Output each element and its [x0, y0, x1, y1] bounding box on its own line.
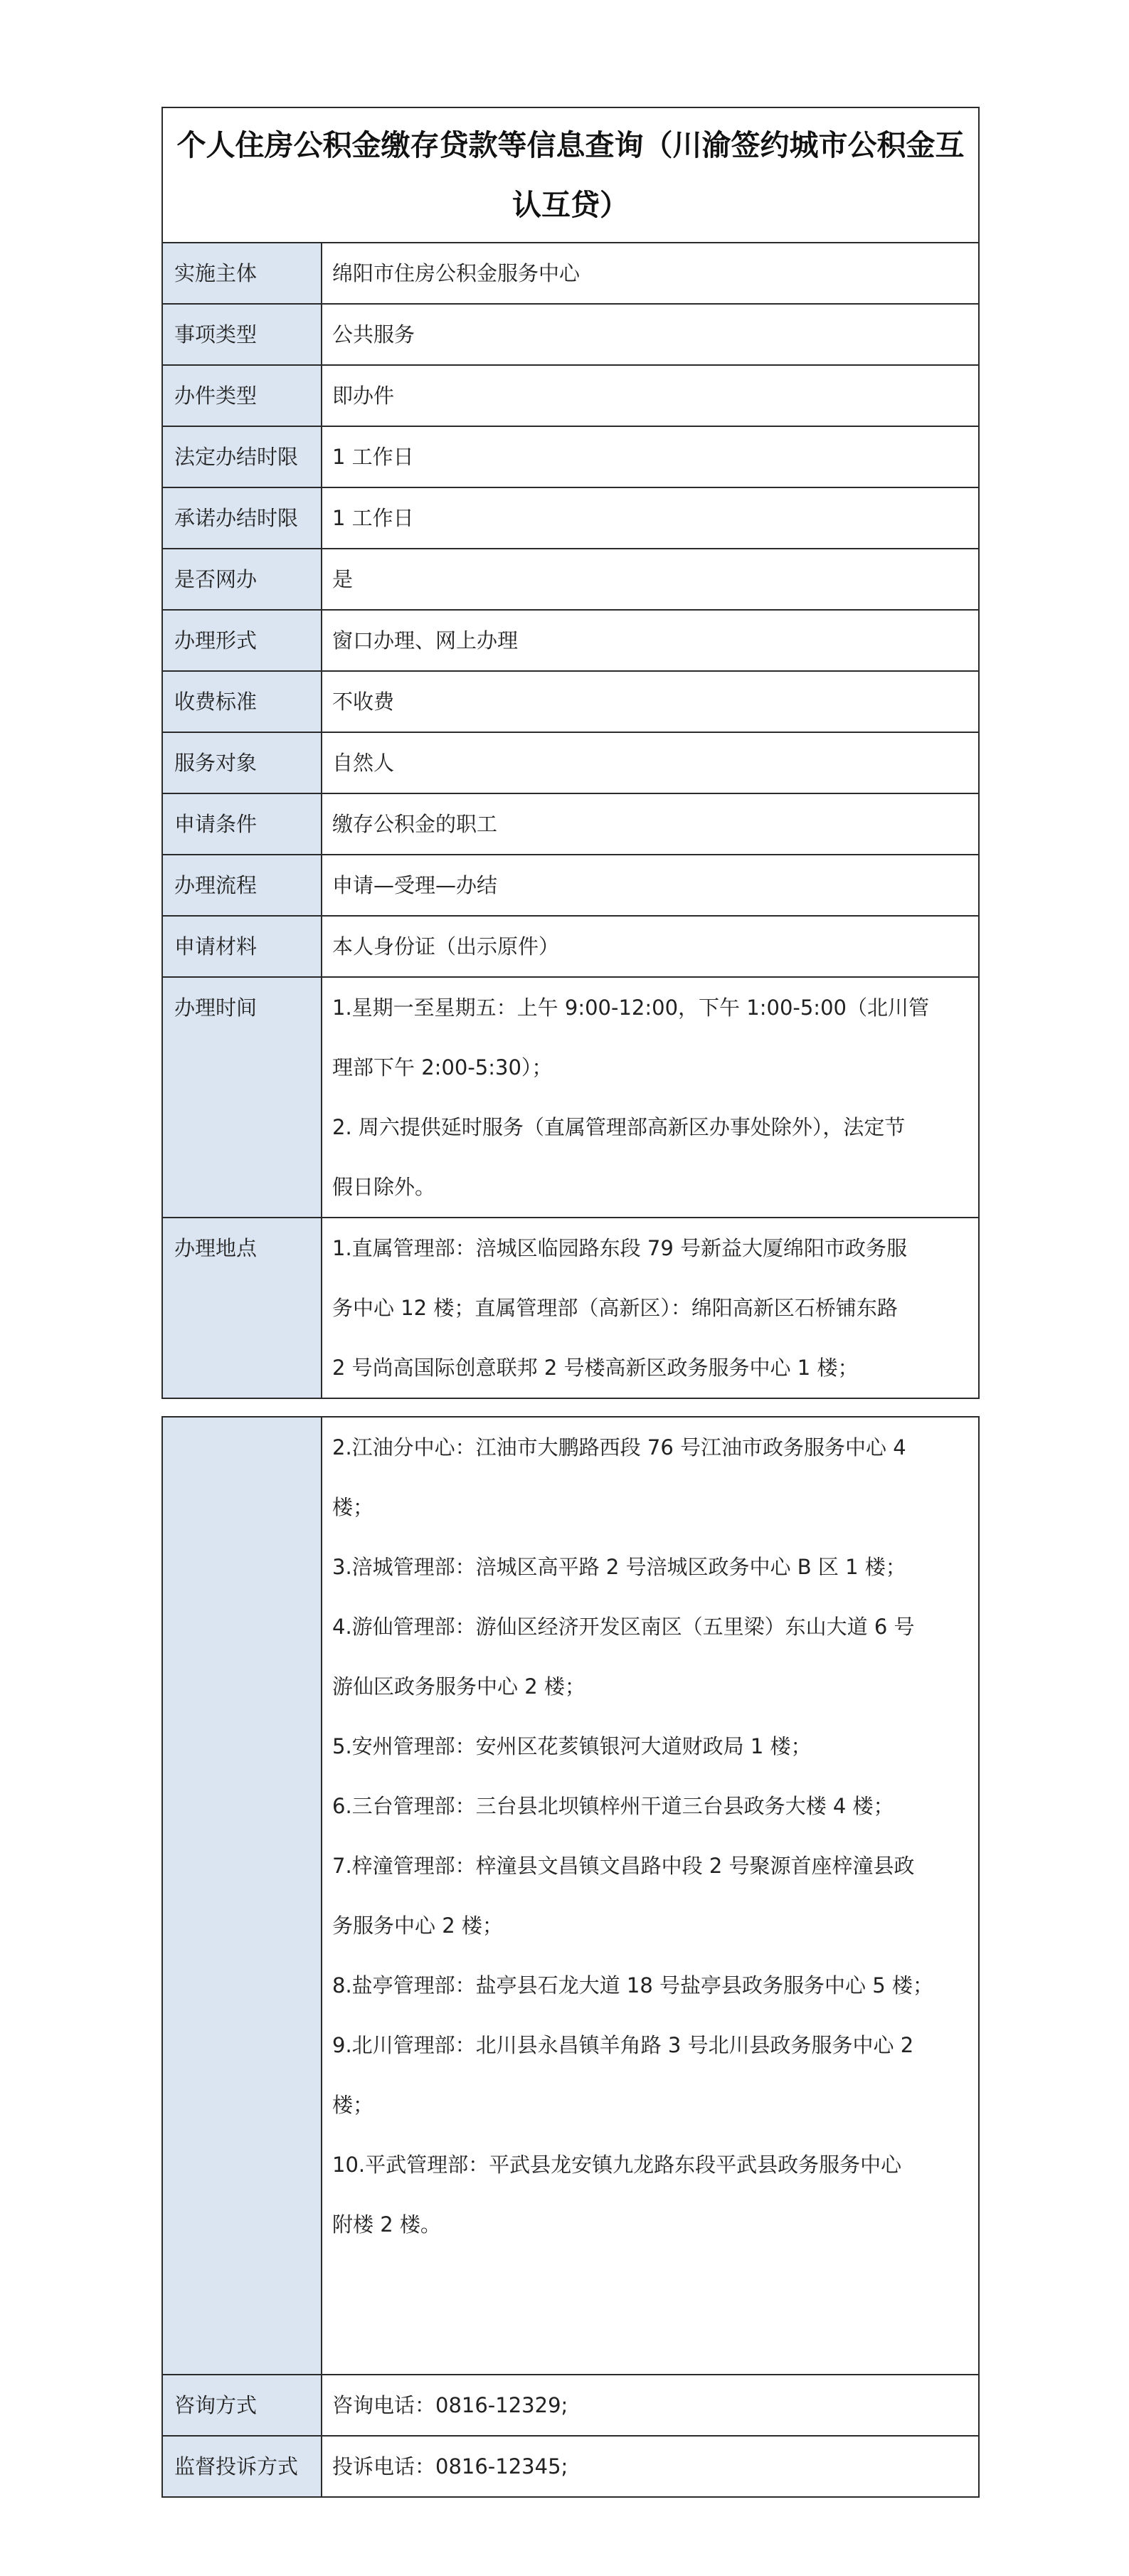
location-line: 6.三台管理部：三台县北坝镇梓州干道三台县政务大楼 4 楼； — [332, 1794, 894, 1818]
row-label: 办理流程 — [162, 855, 322, 916]
location-line: 8.盐亭管理部：盐亭县石龙大道 18 号盐亭县政务服务中心 5 楼； — [332, 1973, 933, 1997]
table-row — [162, 549, 979, 610]
location-line: 附楼 2 楼。 — [332, 2212, 441, 2237]
table-row — [162, 732, 979, 793]
row-value: 申请—受理—办结 — [322, 855, 979, 916]
row-value: 是 — [322, 549, 979, 610]
row-complaint — [162, 2436, 979, 2497]
location-line: 楼； — [332, 1495, 374, 1519]
hours-line: 2. 周六提供延时服务（直属管理部高新区办事处除外），法定节 — [332, 1115, 906, 1139]
hours-line: 1.星期一至星期五：上午 9:00-12:00，下午 1:00-5:00（北川管 — [332, 996, 929, 1020]
row-value — [322, 1417, 979, 2375]
row-label: 办理地点 — [162, 1218, 322, 1398]
service-info-table — [161, 107, 980, 1399]
row-value — [322, 977, 979, 1218]
row-location-continued — [162, 1417, 979, 2375]
location-line: 2.江油分中心：江油市大鹏路西段 76 号江油市政务服务中心 4 — [332, 1435, 906, 1459]
row-hours — [162, 977, 979, 1218]
location-line: 3.涪城管理部：涪城区高平路 2 号涪城区政务中心 B 区 1 楼； — [332, 1555, 906, 1579]
table-row — [162, 365, 979, 426]
row-value: 1 工作日 — [322, 487, 979, 549]
row-label: 服务对象 — [162, 732, 322, 793]
location-line: 1.直属管理部：涪城区临园路东段 79 号新益大厦绵阳市政务服 — [332, 1236, 908, 1260]
table-row — [162, 304, 979, 365]
row-value: 1 工作日 — [322, 426, 979, 487]
row-value — [322, 1218, 979, 1398]
row-label: 承诺办结时限 — [162, 487, 322, 549]
table-row — [162, 426, 979, 487]
row-label: 办件类型 — [162, 365, 322, 426]
location-line: 4.游仙管理部：游仙区经济开发区南区（五里梁）东山大道 6 号 — [332, 1615, 915, 1639]
table-row — [162, 610, 979, 671]
location-line: 5.安州管理部：安州区花荄镇银河大道财政局 1 楼； — [332, 1734, 812, 1758]
location-line: 10.平武管理部：平武县龙安镇九龙路东段平武县政务服务中心 — [332, 2153, 902, 2177]
row-value: 咨询电话：0816-12329; — [322, 2375, 979, 2436]
hours-line: 理部下午 2:00-5:30）； — [332, 1055, 553, 1080]
location-line: 务中心 12 楼；直属管理部（高新区）：绵阳高新区石桥铺东路 — [332, 1296, 898, 1320]
row-value: 缴存公积金的职工 — [322, 793, 979, 855]
row-location — [162, 1218, 979, 1398]
row-label: 法定办结时限 — [162, 426, 322, 487]
row-label: 办理时间 — [162, 977, 322, 1218]
row-value: 即办件 — [322, 365, 979, 426]
row-value: 公共服务 — [322, 304, 979, 365]
row-value: 投诉电话：0816-12345; — [322, 2436, 979, 2497]
location-line: 7.梓潼管理部：梓潼县文昌镇文昌路中段 2 号聚源首座梓潼县政 — [332, 1854, 915, 1878]
row-label: 监督投诉方式 — [162, 2436, 322, 2497]
row-label: 咨询方式 — [162, 2375, 322, 2436]
row-value: 本人身份证（出示原件） — [322, 916, 979, 977]
row-consult — [162, 2375, 979, 2436]
table-row — [162, 243, 979, 304]
row-value: 自然人 — [322, 732, 979, 793]
row-label: 收费标准 — [162, 671, 322, 732]
row-value: 不收费 — [322, 671, 979, 732]
row-label: 实施主体 — [162, 243, 322, 304]
blank-space — [332, 2254, 978, 2374]
table-row — [162, 916, 979, 977]
row-value: 窗口办理、网上办理 — [322, 610, 979, 671]
location-line: 游仙区政务服务中心 2 楼； — [332, 1674, 585, 1699]
location-line: 楼； — [332, 2093, 374, 2117]
row-label-empty — [162, 1417, 322, 2375]
page-title: 个人住房公积金缴存贷款等信息查询（川渝签约城市公积金互认互贷） — [162, 107, 979, 243]
row-label: 申请材料 — [162, 916, 322, 977]
location-line: 务服务中心 2 楼； — [332, 1913, 503, 1938]
table-row — [162, 793, 979, 855]
location-line: 9.北川管理部：北川县永昌镇羊角路 3 号北川县政务服务中心 2 — [332, 2033, 914, 2057]
row-label: 是否网办 — [162, 549, 322, 610]
hours-line: 假日除外。 — [332, 1175, 436, 1199]
row-value: 绵阳市住房公积金服务中心 — [322, 243, 979, 304]
row-label: 事项类型 — [162, 304, 322, 365]
service-info-table-continued — [161, 1416, 980, 2498]
row-label: 申请条件 — [162, 793, 322, 855]
location-line: 2 号尚高国际创意联邦 2 号楼高新区政务服务中心 1 楼； — [332, 1356, 859, 1380]
table-row — [162, 487, 979, 549]
row-label: 办理形式 — [162, 610, 322, 671]
table-row — [162, 855, 979, 916]
table-row — [162, 671, 979, 732]
